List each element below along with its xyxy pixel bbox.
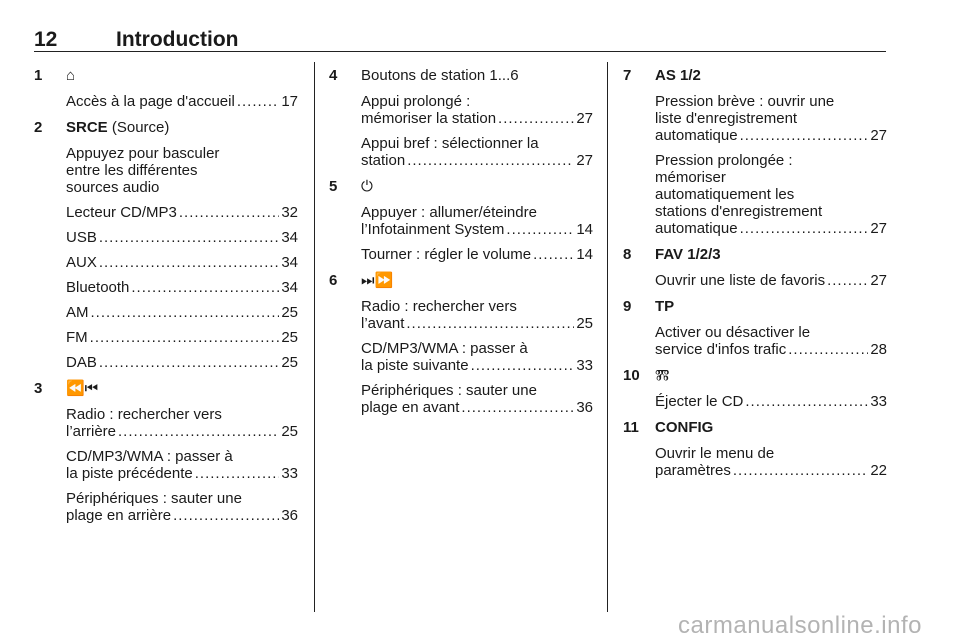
button-label: CONFIG xyxy=(655,419,714,436)
page-reference: 25 xyxy=(576,315,593,332)
dot-leader xyxy=(179,204,279,221)
entry-text: automatique xyxy=(655,220,738,237)
page-reference: 34 xyxy=(281,279,298,296)
entry-text: USB xyxy=(66,229,97,246)
home-icon: ⌂ xyxy=(66,67,76,84)
item-entry xyxy=(361,246,593,263)
entry-text: liste d'enregistrement xyxy=(655,110,798,127)
item-heading xyxy=(66,118,298,137)
column-divider xyxy=(607,62,608,612)
page-reference: 36 xyxy=(281,507,298,524)
item-heading xyxy=(361,66,593,85)
page-reference: 34 xyxy=(281,229,298,246)
item-entry xyxy=(361,382,593,416)
item-number: 2 xyxy=(34,119,43,136)
column-1 xyxy=(34,66,298,532)
dot-leader xyxy=(506,221,574,238)
entry-text: automatiquement les xyxy=(655,186,795,203)
entry-text: Activer ou désactiver le xyxy=(655,324,811,341)
page-reference: 33 xyxy=(576,357,593,374)
dot-leader xyxy=(91,304,280,321)
item-entry xyxy=(361,298,593,332)
entry-text: Ouvrir le menu de xyxy=(655,445,775,462)
dot-leader xyxy=(118,423,279,440)
item-number: 4 xyxy=(329,67,338,84)
entry-text: Radio : rechercher vers xyxy=(361,298,517,315)
column-divider xyxy=(314,62,315,612)
item-number: 5 xyxy=(329,178,338,195)
entry-text: plage en arrière xyxy=(66,507,172,524)
item-number: 3 xyxy=(34,380,43,397)
page-reference: 14 xyxy=(576,221,593,238)
page-reference: 33 xyxy=(281,465,298,482)
entry-text: Appuyer : allumer/éteindre xyxy=(361,204,537,221)
entry-text: service d'infos trafic xyxy=(655,341,787,358)
page-reference: 27 xyxy=(870,272,887,289)
page-reference: 33 xyxy=(870,393,887,410)
dot-leader xyxy=(740,220,869,237)
eject-icon: Ⰿ xyxy=(655,367,670,384)
item-number: 6 xyxy=(329,272,338,289)
control-item xyxy=(329,66,593,169)
dot-leader xyxy=(406,315,574,332)
dot-leader xyxy=(173,507,279,524)
entry-text: Pression prolongée : xyxy=(655,152,793,169)
item-heading xyxy=(655,297,887,316)
item-number: 8 xyxy=(623,246,632,263)
entry-text: Périphériques : sauter une xyxy=(361,382,537,399)
page-reference: 22 xyxy=(870,462,887,479)
item-entry xyxy=(655,152,887,237)
dot-leader xyxy=(533,246,574,263)
page-reference: 25 xyxy=(281,423,298,440)
entry-text: Éjecter le CD xyxy=(655,393,744,410)
item-number: 10 xyxy=(623,367,640,384)
dot-leader xyxy=(827,272,868,289)
entry-text: mémoriser la station xyxy=(361,110,497,127)
entry-text: mémoriser xyxy=(655,169,726,186)
entry-text: Lecteur CD/MP3 xyxy=(66,204,177,221)
item-entry xyxy=(66,490,298,524)
item-entry xyxy=(66,354,298,371)
control-item xyxy=(329,177,593,263)
item-heading xyxy=(361,271,593,290)
item-heading xyxy=(655,366,887,385)
entry-text: stations d'enregistrement xyxy=(655,203,823,220)
dot-leader xyxy=(99,354,279,371)
entry-text: Pression brève : ouvrir une xyxy=(655,93,835,110)
page-reference: 36 xyxy=(576,399,593,416)
column-3 xyxy=(623,66,887,487)
dot-leader xyxy=(407,152,574,169)
item-entry xyxy=(66,229,298,246)
page-reference: 28 xyxy=(870,341,887,358)
dot-leader xyxy=(99,254,279,271)
control-item xyxy=(34,379,298,524)
entry-text: Tourner : régler le volume xyxy=(361,246,532,263)
dot-leader xyxy=(461,399,574,416)
item-number: 11 xyxy=(623,419,639,436)
button-label: AS 1/2 xyxy=(655,67,701,84)
dot-leader xyxy=(745,393,868,410)
entry-text: CD/MP3/WMA : passer à xyxy=(361,340,528,357)
entry-text: DAB xyxy=(66,354,97,371)
entry-text: l’Infotainment System xyxy=(361,221,505,238)
control-item xyxy=(329,271,593,416)
entry-text: entre les différentes xyxy=(66,162,198,179)
dot-leader xyxy=(733,462,868,479)
button-label: TP xyxy=(655,298,675,315)
item-entry xyxy=(655,324,887,358)
page-reference: 14 xyxy=(576,246,593,263)
entry-text: Appui prolongé : xyxy=(361,93,471,110)
control-item xyxy=(34,118,298,371)
item-entry xyxy=(66,448,298,482)
page-reference: 25 xyxy=(281,304,298,321)
item-entry xyxy=(655,393,887,410)
dot-leader xyxy=(195,465,280,482)
button-label: Boutons de station 1...6 xyxy=(361,67,519,84)
item-entry xyxy=(66,329,298,346)
dot-leader xyxy=(740,127,869,144)
entry-text: Radio : rechercher vers xyxy=(66,406,222,423)
item-entry xyxy=(361,135,593,169)
button-label: SRCE xyxy=(66,119,108,136)
entry-text: Appui bref : sélectionner la xyxy=(361,135,539,152)
item-heading xyxy=(66,66,298,85)
page-title: Introduction xyxy=(116,28,239,51)
item-number: 1 xyxy=(34,67,43,84)
item-entry xyxy=(66,406,298,440)
header-rule xyxy=(34,51,886,52)
item-entry xyxy=(66,204,298,221)
entry-text: Appuyez pour basculer xyxy=(66,145,220,162)
button-label-suffix: (Source) xyxy=(107,119,170,136)
entry-text: AUX xyxy=(66,254,97,271)
entry-text: automatique xyxy=(655,127,738,144)
entry-text: Bluetooth xyxy=(66,279,130,296)
item-heading xyxy=(655,66,887,85)
control-item xyxy=(623,297,887,358)
page-reference: 32 xyxy=(281,204,298,221)
item-entry xyxy=(655,445,887,479)
power-icon: ⏻ xyxy=(361,178,373,195)
dot-leader xyxy=(471,357,575,374)
entry-text: sources audio xyxy=(66,179,160,196)
button-label: FAV 1/2/3 xyxy=(655,246,721,263)
entry-text: Périphériques : sauter une xyxy=(66,490,242,507)
item-entry xyxy=(66,279,298,296)
item-entry xyxy=(361,340,593,374)
entry-text: Ouvrir une liste de favoris xyxy=(655,272,826,289)
item-number: 9 xyxy=(623,298,632,315)
item-entry xyxy=(655,93,887,144)
watermark: carmanualsonline.info xyxy=(678,612,922,639)
control-item xyxy=(623,66,887,237)
seek-back-icon: ⏪⏮ xyxy=(66,380,99,397)
item-entry xyxy=(655,272,887,289)
page-reference: 34 xyxy=(281,254,298,271)
page-reference: 27 xyxy=(576,152,593,169)
dot-leader xyxy=(788,341,868,358)
item-entry xyxy=(361,204,593,238)
entry-text: l’avant xyxy=(361,315,405,332)
page-header xyxy=(34,28,886,52)
control-item xyxy=(623,418,887,479)
item-entry xyxy=(361,93,593,127)
page-number: 12 xyxy=(34,28,58,51)
control-item xyxy=(34,66,298,110)
item-heading xyxy=(66,379,298,398)
seek-forward-icon: ⏭⏩ xyxy=(361,272,394,289)
item-entry xyxy=(66,145,298,196)
entry-text: CD/MP3/WMA : passer à xyxy=(66,448,233,465)
entry-text: paramètres xyxy=(655,462,731,479)
page-reference: 27 xyxy=(576,110,593,127)
page-reference: 17 xyxy=(281,93,298,110)
item-heading xyxy=(361,177,593,196)
page-reference: 25 xyxy=(281,354,298,371)
column-2 xyxy=(329,66,593,424)
page-reference: 25 xyxy=(281,329,298,346)
entry-text: Accès à la page d'accueil xyxy=(66,93,235,110)
dot-leader xyxy=(90,329,280,346)
page-reference: 27 xyxy=(870,220,887,237)
dot-leader xyxy=(237,93,280,110)
control-item xyxy=(623,245,887,289)
entry-text: la piste suivante xyxy=(361,357,469,374)
item-entry xyxy=(66,93,298,110)
entry-text: AM xyxy=(66,304,89,321)
entry-text: l’arrière xyxy=(66,423,117,440)
entry-text: station xyxy=(361,152,406,169)
dot-leader xyxy=(131,279,279,296)
dot-leader xyxy=(498,110,574,127)
entry-text: FM xyxy=(66,329,88,346)
item-heading xyxy=(655,418,887,437)
item-number: 7 xyxy=(623,67,632,84)
dot-leader xyxy=(99,229,279,246)
item-entry xyxy=(66,254,298,271)
control-item xyxy=(623,366,887,410)
entry-text: plage en avant xyxy=(361,399,460,416)
item-entry xyxy=(66,304,298,321)
page-reference: 27 xyxy=(870,127,887,144)
entry-text: la piste précédente xyxy=(66,465,193,482)
item-heading xyxy=(655,245,887,264)
